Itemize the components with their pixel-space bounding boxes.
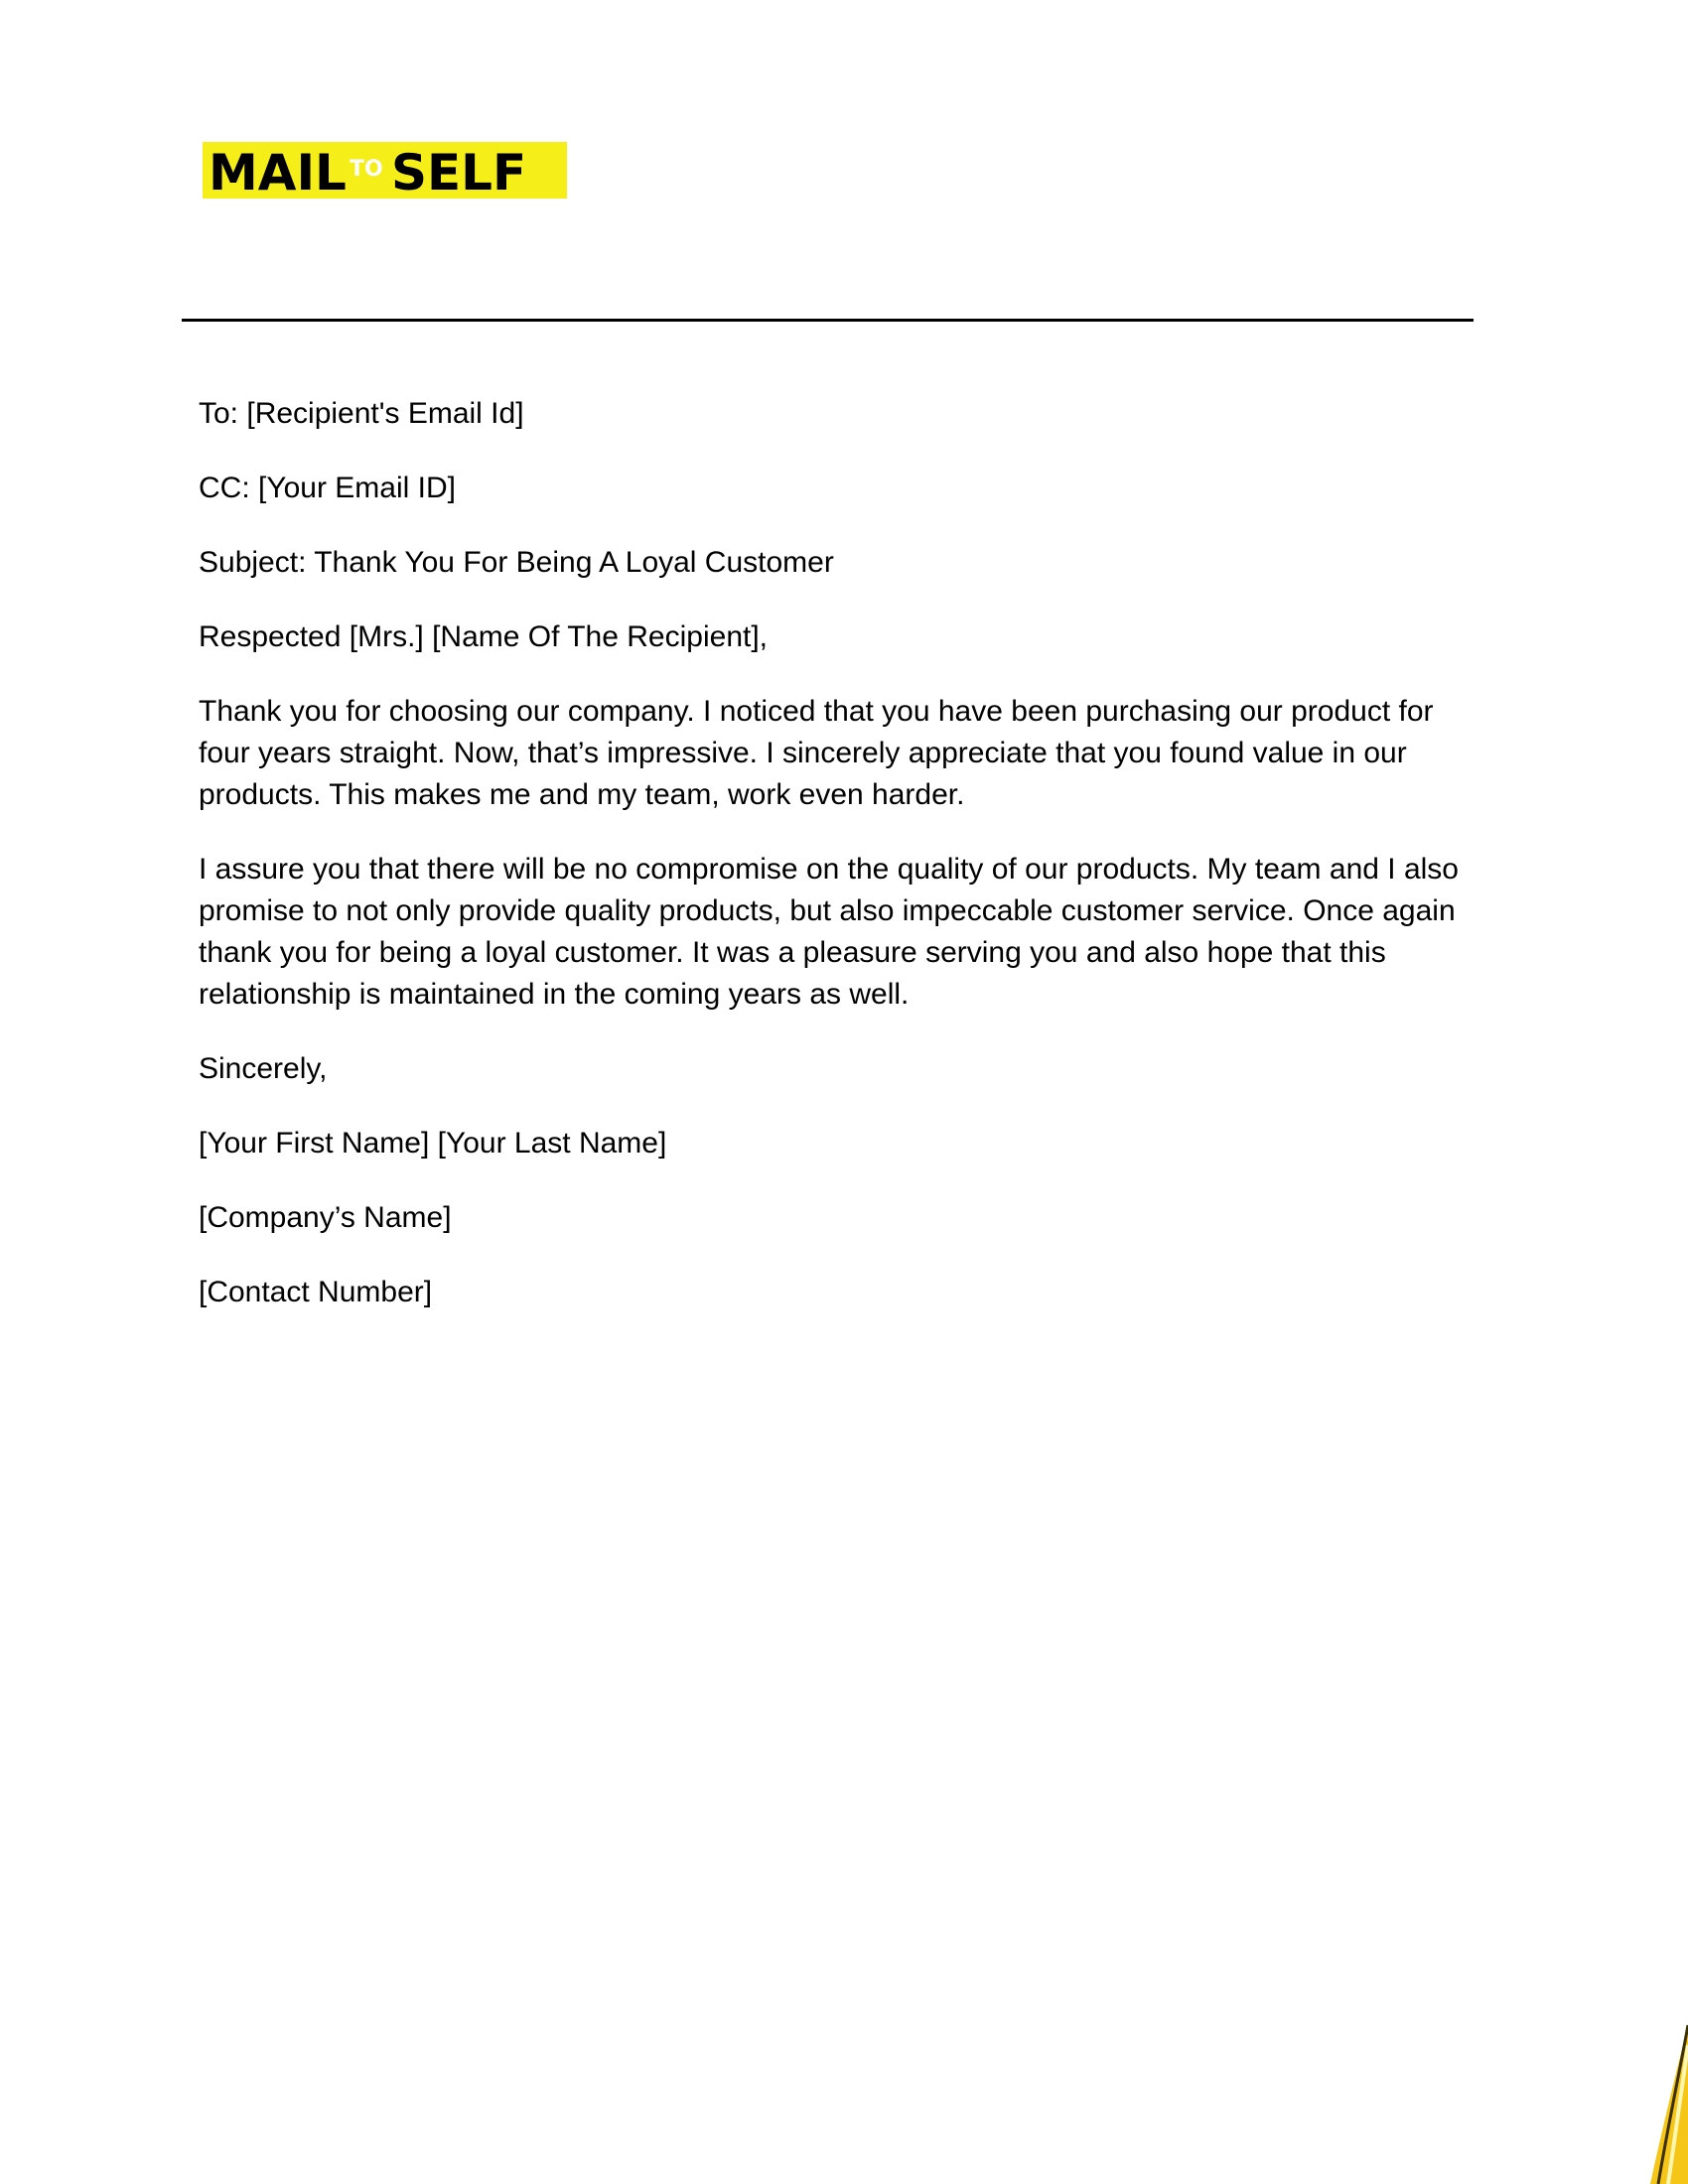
mail-to-self-logo [203,142,567,199]
logo-text-to: TO [350,157,383,182]
salutation: Respected [Mrs.] [Name Of The Recipient], [199,620,769,653]
corner-swoosh-graphic [1638,2015,1688,2184]
closing: Sincerely, [199,1052,328,1085]
company-name: [Company’s Name] [199,1201,452,1234]
logo-text-mail: MAIL [209,144,347,199]
cc-line: CC: [Your Email ID] [199,472,456,504]
corner-decoration [1638,2015,1688,2184]
logo-wordmark [203,142,567,199]
header-divider [182,319,1474,322]
logo-text-self: SELF [391,144,527,199]
paragraph-2: I assure you that there will be no compromise on the quality of our products. My team and I also promise to not only provide quality products, but also impeccable customer service. Once again thank you for being a loyal customer. It was a pleasure serving you and also hope that this relationship is maintained in the coming years as well. [199,853,1459,1011]
sender-name: [Your First Name] [Your Last Name] [199,1127,667,1160]
subject-line: Subject: Thank You For Being A Loyal Customer [199,546,834,579]
letter-body [199,393,1489,1346]
to-line: To: [Recipient's Email Id] [199,397,524,430]
contact-number: [Contact Number] [199,1276,433,1308]
paragraph-1: Thank you for choosing our company. I noticed that you have been purchasing our product for four years straight. Now, that’s impressive. I sincerely appreciate that you found value in our products. This makes me and my team, work even harder. [199,695,1434,811]
